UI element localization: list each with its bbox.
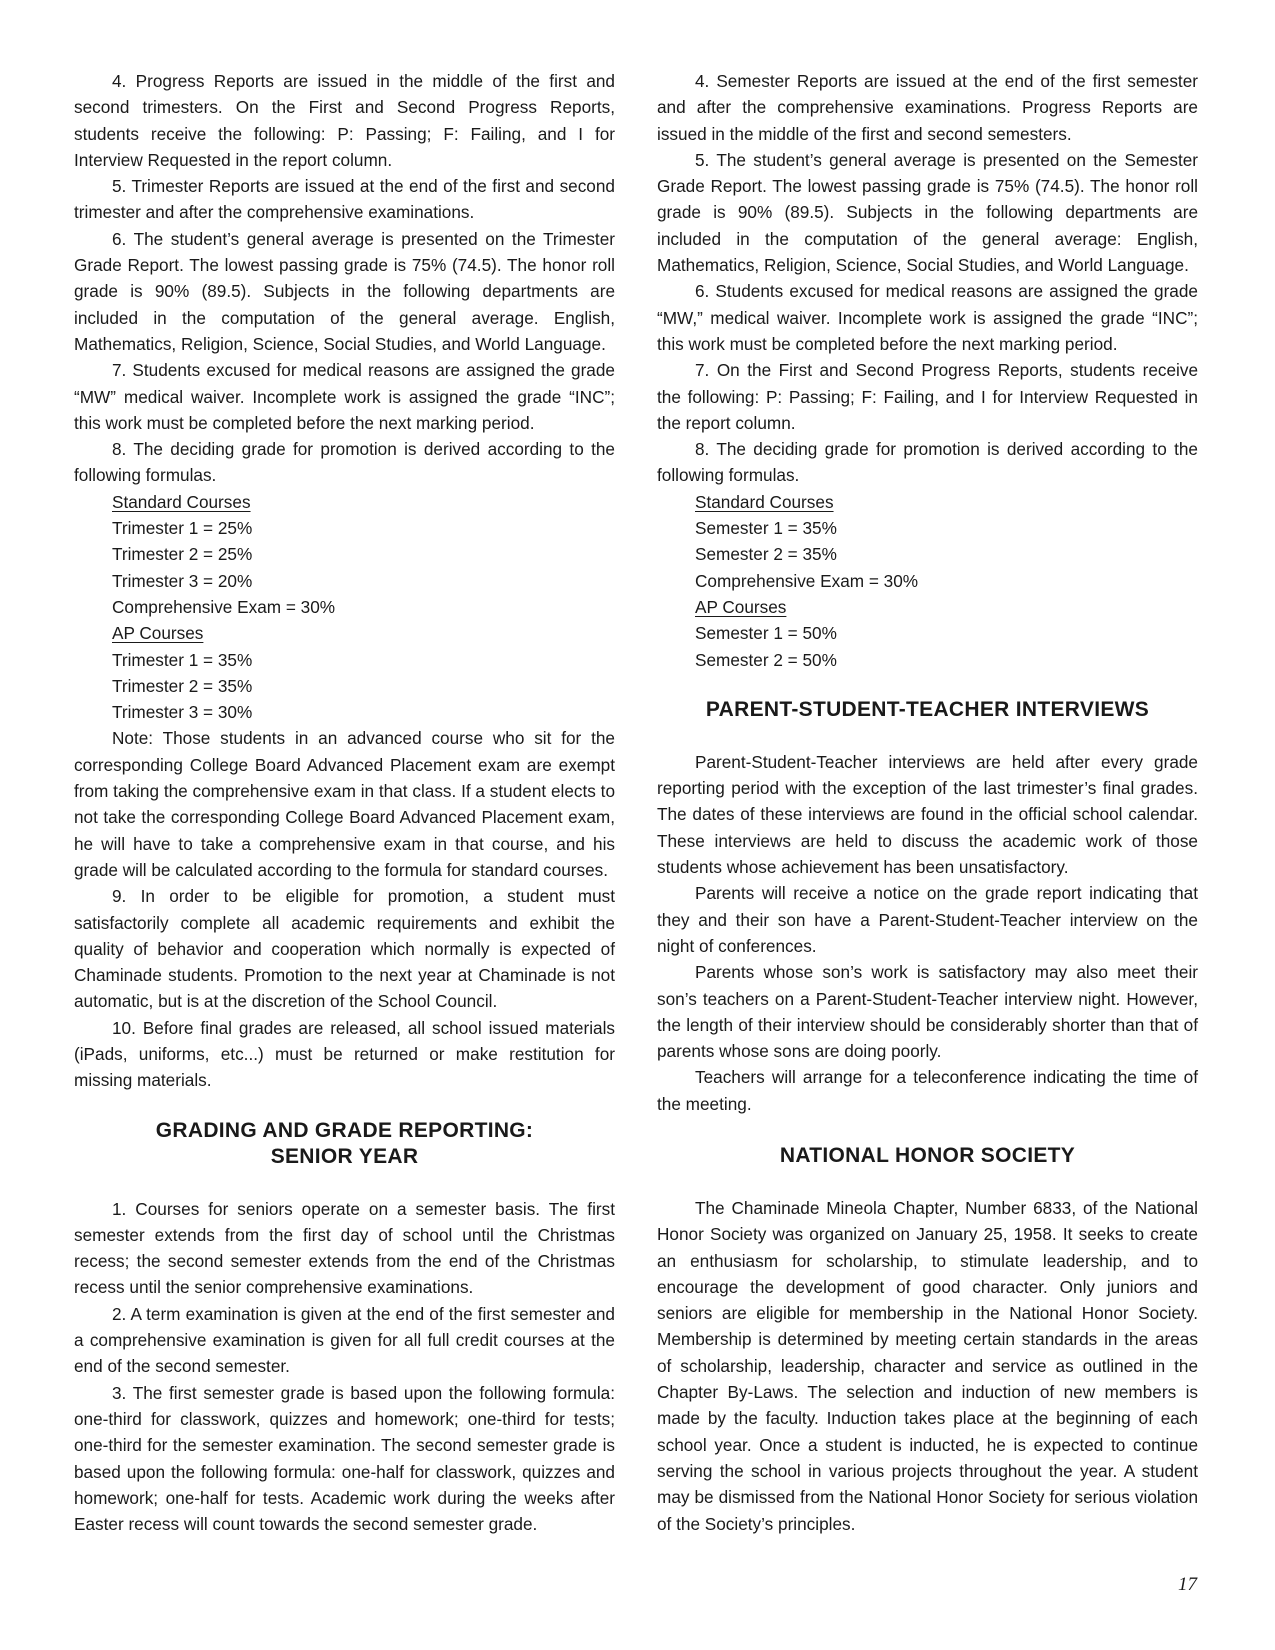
semester-formula-list — [657, 489, 1198, 673]
right-column — [657, 68, 1198, 1537]
pst-paragraph-4: Teachers will arrange for a teleconference indicating the time of the meeting. — [657, 1067, 1198, 1114]
senior-paragraph-2: 2. A term examination is given at the end of the first semester and a comprehensive examination is given for all full credit courses at the end of the second semester. — [74, 1303, 615, 1377]
senior-paragraph-4: 4. Semester Reports are issued at the end of the first semester and after the comprehensive examinations. Progress Reports are issued in the middle of the first and second semesters. — [657, 71, 1198, 144]
page-number: 17 — [1178, 1574, 1197, 1595]
paragraph-item-6: 6. The student’s general average is presented on the Trimester Grade Report. The lowest passing grade is 75% (74.5). The honor roll grade is 90% (89.5). Subjects in the following departments are included in the computation of the general average. English, Mathematics, Religion, Science, Social Studies, and World Language. — [74, 228, 615, 354]
formula-line: Comprehensive Exam = 30% — [112, 596, 336, 617]
formula-line: Comprehensive Exam = 30% — [695, 570, 919, 591]
left-column — [74, 68, 615, 1537]
formula-line: Trimester 2 = 25% — [112, 544, 253, 565]
formula-heading-standard: Standard Courses — [695, 491, 834, 512]
formula-line: Semester 2 = 35% — [695, 544, 837, 565]
formula-line: Semester 2 = 50% — [695, 649, 837, 670]
senior-heading-line-2: SENIOR YEAR — [270, 1144, 419, 1168]
formula-line: Semester 1 = 35% — [695, 518, 837, 539]
senior-paragraph-8: 8. The deciding grade for promotion is derived according to the following formulas. — [657, 439, 1198, 486]
ap-note-paragraph: Note: Those students in an advanced course who sit for the corresponding College Board Advanced Placement exam are exempt from taking the comprehensive exam in that class. If a student elects to not take the corresponding College Board Advanced Placement exam, he will have to take a comprehensive exam in that course, and his grade will be calculated according to the formula for standard courses. — [74, 728, 615, 880]
pst-paragraph-2: Parents will receive a notice on the grade report indicating that they and their son have a Parent-Student-Teacher interview on the night of conferences. — [657, 883, 1198, 956]
nhs-heading: NATIONAL HONOR SOCIETY — [779, 1143, 1076, 1167]
pst-paragraph-3: Parents whose son’s work is satisfactory may also meet their son’s teachers on a Parent-Student-Teacher interview night. However, the length of their interview should be considerably shorter than that of parents whose sons are doing poorly. — [657, 962, 1198, 1062]
nhs-paragraph: The Chaminade Mineola Chapter, Number 6833, of the National Honor Society was organized on January 25, 1958. It seeks to create an enthusiasm for scholarship, to stimulate leadership, and to encourage the development of good character. Only juniors and seniors are eligible for membership in the National Honor Society. Membership is determined by meeting certain standards in the areas of scholarship, leadership, character and service as outlined in the Chapter By-Laws. The selection and induction of new members is made by the faculty. Induction takes place at the beginning of each school year. Once a student is inducted, he is expected to continue serving the school in various projects throughout the year. A student may be dismissed from the National Honor Society for serious violation of the Society’s principles. — [657, 1197, 1198, 1534]
formula-heading-ap: AP Courses — [112, 623, 204, 644]
senior-paragraph-5: 5. The student’s general average is presented on the Semester Grade Report. The lowest passing grade is 75% (74.5). The honor roll grade is 90% (89.5). Subjects in the following departments are included in the computation of the general average: English, Mathematics, Religion, Science, Social Studies, and World Language. — [657, 149, 1198, 276]
paragraph-item-4: 4. Progress Reports are issued in the middle of the first and second trimesters. On the First and Second Progress Reports, students receive the following: P: Passing; F: Failing, and I for Interview Requested in the report column. — [74, 71, 615, 170]
formula-line: Trimester 1 = 25% — [112, 518, 253, 539]
paragraph-item-9: 9. In order to be eligible for promotion, a student must satisfactorily complete all academic requirements and exhibit the quality of behavior and cooperation which normally is expected of Chaminade students. Promotion to the next year at Chaminade is not automatic, but is at the discretion of the School Council. — [74, 886, 615, 1012]
formula-line: Trimester 3 = 20% — [112, 570, 253, 591]
senior-paragraph-7: 7. On the First and Second Progress Reports, students receive the following: P: Passing; F: Failing, and I for Interview Requested in the report column. — [657, 360, 1198, 433]
paragraph-item-5: 5. Trimester Reports are issued at the end of the first and second trimester and after the comprehensive examinations. — [74, 176, 615, 223]
senior-paragraph-3: 3. The first semester grade is based upon the following formula: one-third for classwork, quizzes and homework; one-third for tests; one-third for the semester examination. The second semester grade is based upon the following formula: one-half for classwork, quizzes and homework; one-half for tests. Academic work during the weeks after Easter recess will count towards the second semester grade. — [74, 1382, 615, 1535]
formula-line: Trimester 1 = 35% — [112, 649, 253, 670]
senior-heading-line-1: GRADING AND GRADE REPORTING: — [155, 1118, 534, 1142]
pst-interviews-heading: PARENT-STUDENT-TEACHER INTERVIEWS — [705, 697, 1150, 721]
formula-line: Trimester 3 = 30% — [112, 702, 253, 723]
formula-heading-ap: AP Courses — [695, 596, 787, 617]
formula-line: Semester 1 = 50% — [695, 623, 837, 644]
paragraph-item-7: 7. Students excused for medical reasons are assigned the grade “MW” medical waiver. Incomplete work is assigned the grade “INC”; this work must be completed before the next marking period. — [74, 360, 615, 433]
paragraph-item-10: 10. Before final grades are released, all school issued materials (iPads, uniforms, etc...) must be returned or make restitution for missing materials. — [74, 1017, 615, 1091]
paragraph-item-8: 8. The deciding grade for promotion is derived according to the following formulas. — [74, 439, 615, 486]
senior-paragraph-6: 6. Students excused for medical reasons are assigned the grade “MW,” medical waiver. Incomplete work is assigned the grade “INC”; this work must be completed before the next marking period. — [657, 281, 1198, 354]
trimester-formula-list — [74, 489, 615, 726]
senior-paragraph-1: 1. Courses for seniors operate on a semester basis. The first semester extends from the first day of school until the Christmas recess; the second semester extends from the end of the Christmas recess until the senior comprehensive examinations. — [74, 1198, 615, 1298]
pst-paragraph-1: Parent-Student-Teacher interviews are held after every grade reporting period with the exception of the last trimester’s final grades. The dates of these interviews are found in the official school calendar. These interviews are held to discuss the academic work of those students whose achievement has been unsatisfactory. — [657, 751, 1198, 878]
senior-year-heading — [74, 1118, 615, 1170]
formula-line: Trimester 2 = 35% — [112, 675, 253, 696]
formula-heading-standard: Standard Courses — [112, 491, 251, 512]
